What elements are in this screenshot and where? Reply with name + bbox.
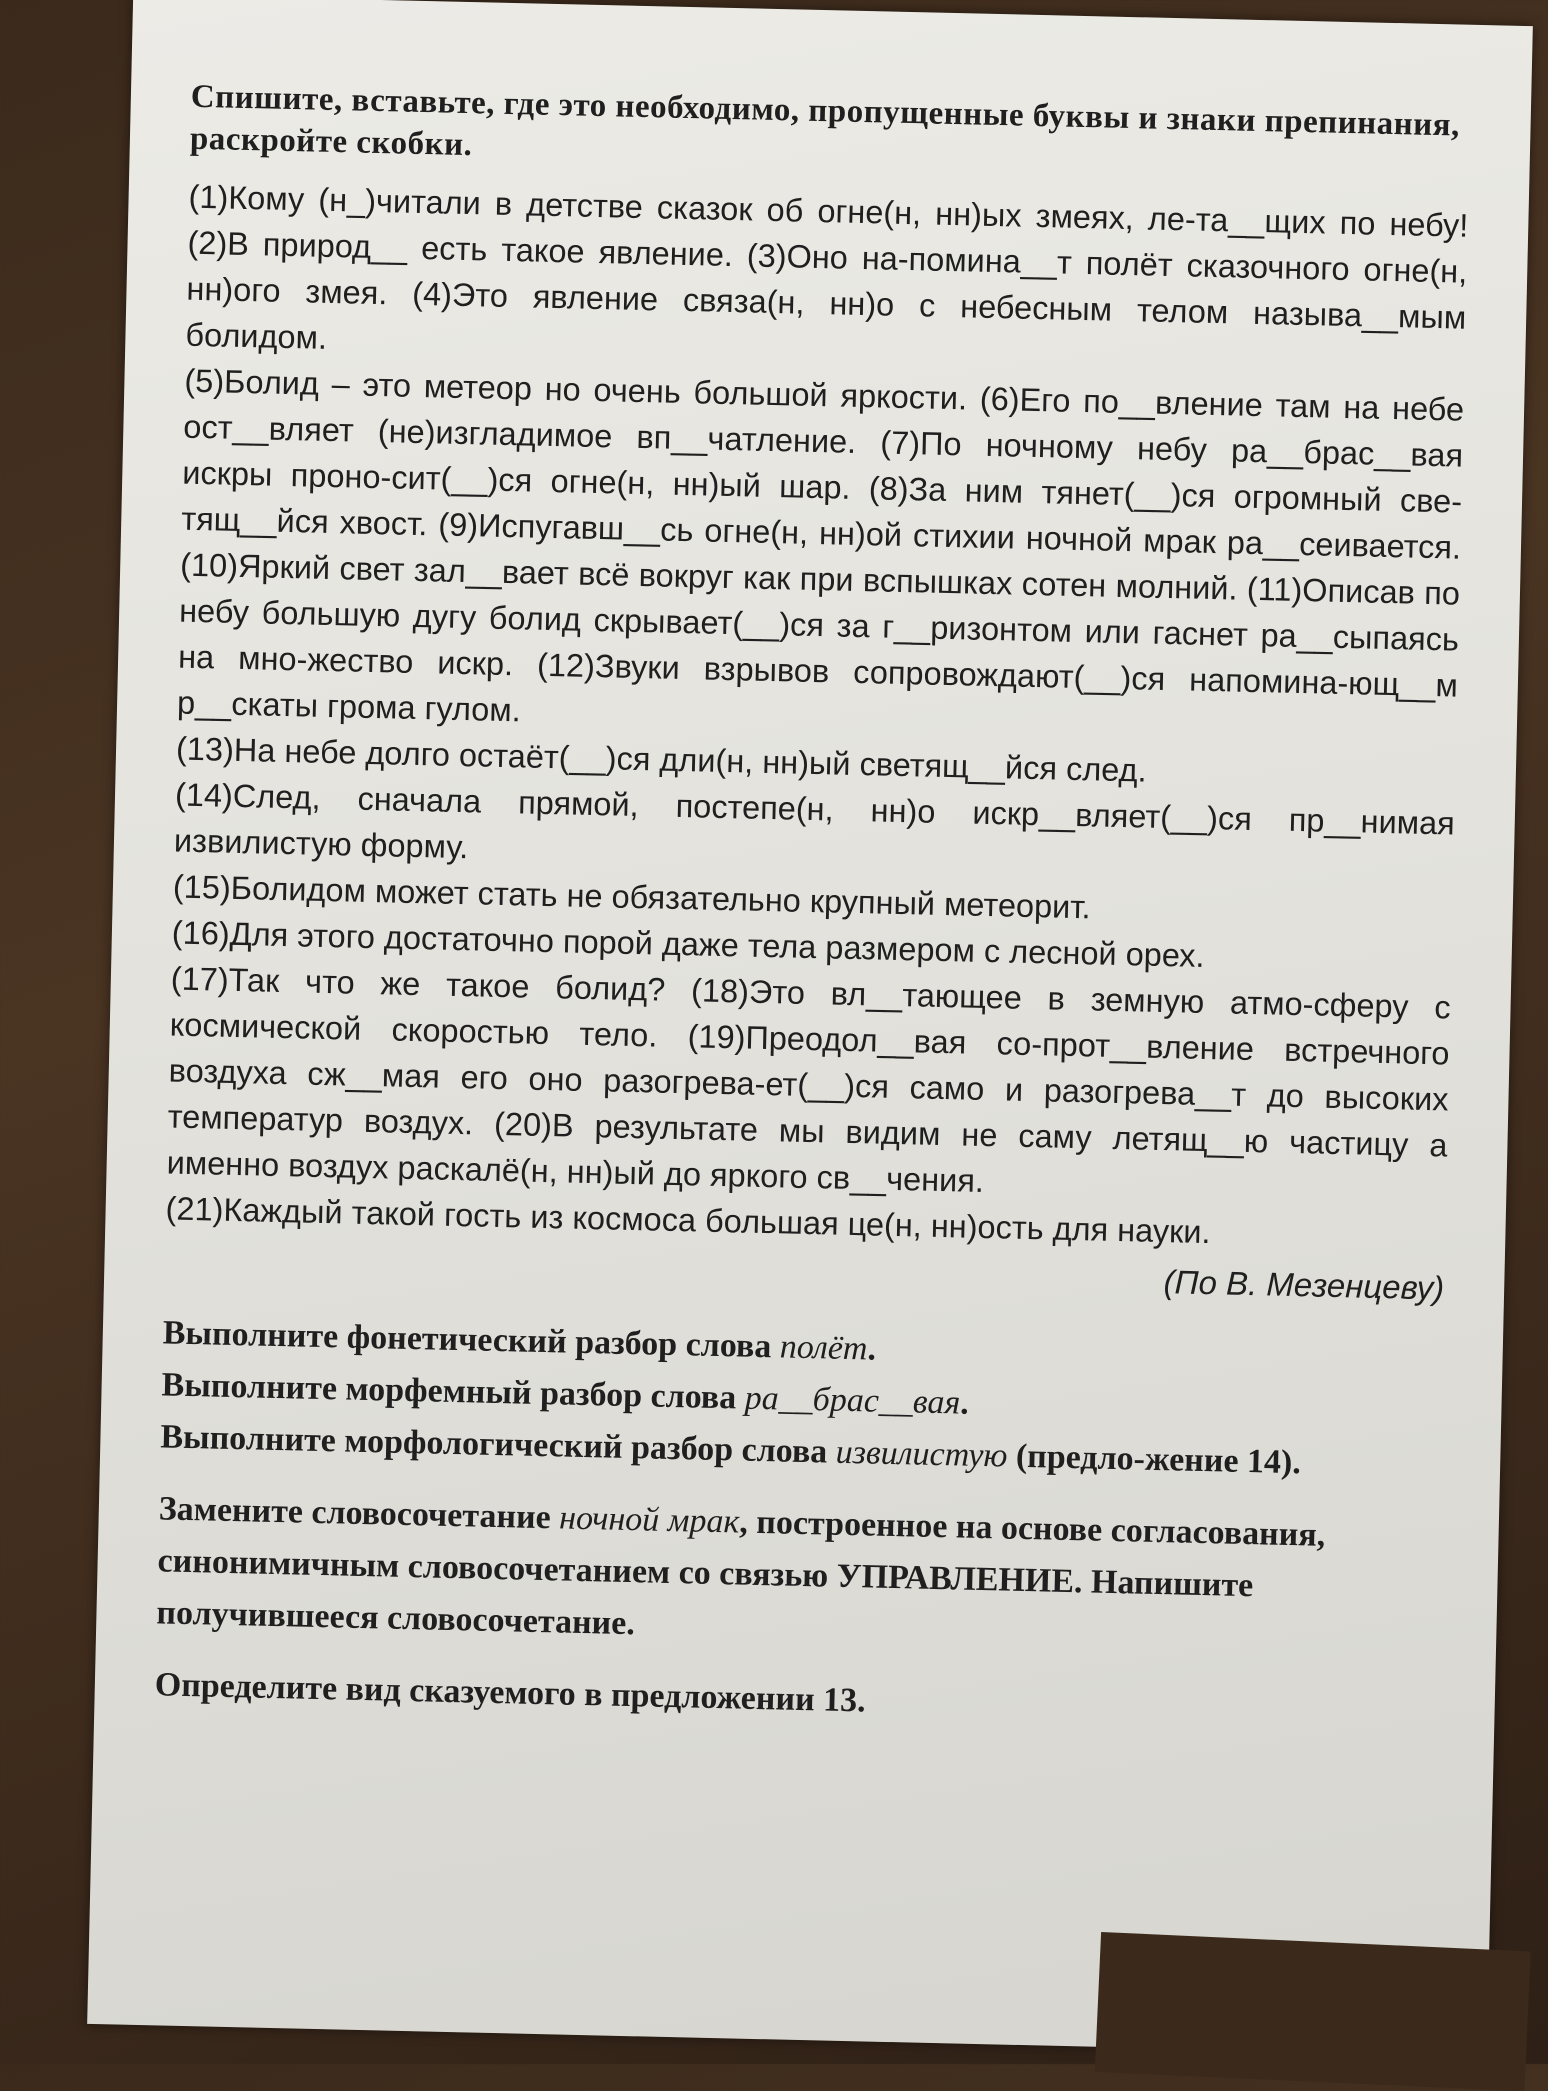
task-morphemic-word: ра__брас__вая [744, 1379, 961, 1422]
instruction-heading: Спишите, вставьте, где это необходимо, пропущенные буквы и знаки препинания, раскройте скобки. [189, 78, 1461, 164]
task-replace-phrase [156, 1483, 1439, 1668]
task-phonetic-word: полёт [779, 1328, 868, 1368]
paragraph-6: (16)Для этого достаточно порой даже тела размером с лесной орех. [171, 914, 1205, 974]
task-morphemic-prefix: Выполните морфемный разбор слова [161, 1366, 746, 1417]
paragraph-8: (21)Каждый такой гость из космоса большая це(н, нн)ость для науки. [165, 1190, 1211, 1251]
task-morphological-suffix: (предло-жение 14). [1007, 1437, 1302, 1482]
paragraph-5: (15)Болидом может стать не обязательно крупный метеорит. [172, 868, 1092, 926]
task-morphological-word: извилистую [835, 1433, 1008, 1475]
paragraph-2: (5)Болид – это метеор но очень большой яркости. (6)Его по__вление там на небе ост__вляет (не)изгладимое вп__чатление. (7)По ночному небу ра__брас__вая искры проно-сит(__)ся огне(н, нн)ый шар. (8)За ним тянет(__)ся огромный све-тящ__йся хвост. (9)Испугавш__сь огне(н, нн)ой стихии ночной мрак ра__сеивается. (10)Яркий свет зал__вает всё вокруг как при вспышках сотен молний. (11)Описав по небу большую дугу болид скрывает(__)ся за г__ризонтом или гаснет ра__сыпаясь на мно-жество искр. (12)Звуки взрывов сопровождают(__)ся напомина-ющ__м р__скаты грома гулом. [176, 362, 1465, 729]
task-phonetic-prefix: Выполните фонетический разбор слова [162, 1314, 781, 1366]
task-morphemic-suffix: . [959, 1384, 970, 1422]
task-morphological-prefix: Выполните морфологический разбор слова [160, 1418, 837, 1471]
author-citation: (По В. Мезенцеву) [1163, 1263, 1445, 1307]
paragraph-1: (1)Кому (н_)читали в детстве сказок об огне(н, нн)ых змеях, ле-та__щих по небу! (2)В природ__ есть такое явление. (3)Оно на-помина__т полёт сказочного огне(н, нн)ого змея. (4)Это явление связа(н, нн)о с небесным телом называ__мым болидом. [185, 178, 1469, 356]
task-phonetic-suffix: . [867, 1330, 877, 1368]
torn-corner [1095, 1932, 1531, 2091]
task-predicate: Определите вид сказуемого в предложении 13. [154, 1666, 867, 1720]
paper-sheet [87, 0, 1533, 2056]
paragraph-4: (14)След, сначала прямой, постепе(н, нн)о искр__вляет(__)ся пр__нимая извилистую форму. [173, 776, 1456, 866]
exercise-text [165, 174, 1469, 1261]
worksheet-content [154, 76, 1471, 1741]
task-replace-word: ночной мрак [558, 1499, 740, 1541]
paragraph-7: (17)Так что же такое болид? (18)Это вл__тающее в земную атмо-сферу с космической скоростью тело. (19)Преодол__вая со-прот__вление встречного воздуха сж__мая его оно разогрева-ет(__)ся само и разогрева__т до высоких температур воздух. (20)В результате мы видим не саму летящ__ю частицу а именно воздух раскалё(н, нн)ый до яркого св__чения. [166, 960, 1451, 1199]
task-replace-prefix: Замените словосочетание [158, 1490, 560, 1537]
paragraph-3: (13)На небе долго остаёт(__)ся дли(н, нн)ый светящ__йся след. [175, 730, 1148, 789]
task-replace-suffix: , построенное на основе согласования, синонимичным словосочетанием со связью УПРАВЛЕНИЕ. Напишите получившееся словосочетание. [156, 1503, 1326, 1643]
